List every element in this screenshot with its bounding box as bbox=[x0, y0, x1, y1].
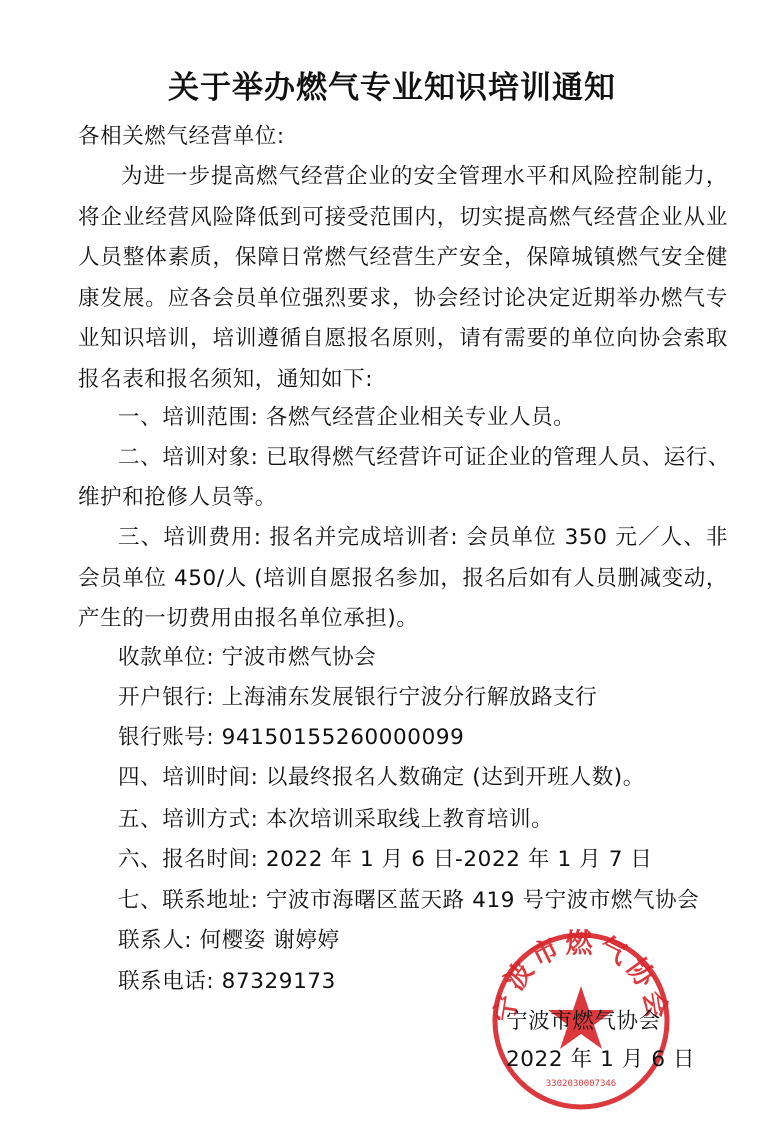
salutation: 各相关燃气经营单位: bbox=[78, 124, 285, 149]
page-title: 关于举办燃气专业知识培训通知 bbox=[168, 70, 616, 106]
bank: 开户银行: 上海浦东发展银行宁波分行解放路支行 bbox=[118, 685, 598, 710]
item-training-scope: 一、培训范围: 各燃气经营企业相关专业人员。 bbox=[118, 405, 576, 430]
item-training-target-line2: 维护和抢修人员等。 bbox=[78, 485, 277, 510]
item-training-fee: 三、培训费用: 报名并完成培训者: 会员单位 350 元／人、非会员单位 450/人 (培训自愿报名参加，报名后如有人员删减变动，产生的一切费用由报名单位承担)。 bbox=[78, 525, 728, 631]
item-training-method: 五、培训方式: 本次培训采取线上教育培训。 bbox=[118, 807, 554, 832]
bank-account: 银行账号: 94150155260000099 bbox=[118, 725, 465, 750]
svg-text:宁波市燃气协会: 宁波市燃气协会 bbox=[489, 928, 673, 1025]
item-training-target-line1: 二、培训对象: 已取得燃气经营许可证企业的管理人员、运行、 bbox=[118, 445, 730, 470]
item-registration-time: 六、报名时间: 2022 年 1 月 6 日-2022 年 1 月 7 日 bbox=[118, 847, 653, 872]
intro-paragraph: 为进一步提高燃气经营企业的安全管理水平和风险控制能力，将企业经营风险降低到可接受范围内，切实提高燃气经营企业从业人员整体素质，保障日常燃气经营生产安全，保障城镇燃气安全健康发展。应各会员单位强烈要求，协会经讨论决定近期举办燃气专业知识培训，培训遵循自愿报名原则，请有需要的单位向协会索取报名表和报名须知，通知如下: bbox=[78, 164, 728, 392]
contact-person: 联系人: 何樱姿 谢婷婷 bbox=[118, 928, 340, 953]
item-training-time: 四、培训时间: 以最终报名人数确定 (达到开班人数)。 bbox=[118, 765, 645, 790]
svg-text:3302030007346: 3302030007346 bbox=[545, 1079, 617, 1089]
payee: 收款单位: 宁波市燃气协会 bbox=[118, 645, 377, 670]
contact-phone: 联系电话: 87329173 bbox=[118, 969, 336, 994]
signature-organization: 宁波市燃气协会 bbox=[506, 1009, 661, 1034]
item-contact-address: 七、联系地址: 宁波市海曙区蓝天路 419 号宁波市燃气协会 bbox=[118, 888, 700, 913]
signature-date: 2022 年 1 月 6 日 bbox=[506, 1047, 696, 1072]
